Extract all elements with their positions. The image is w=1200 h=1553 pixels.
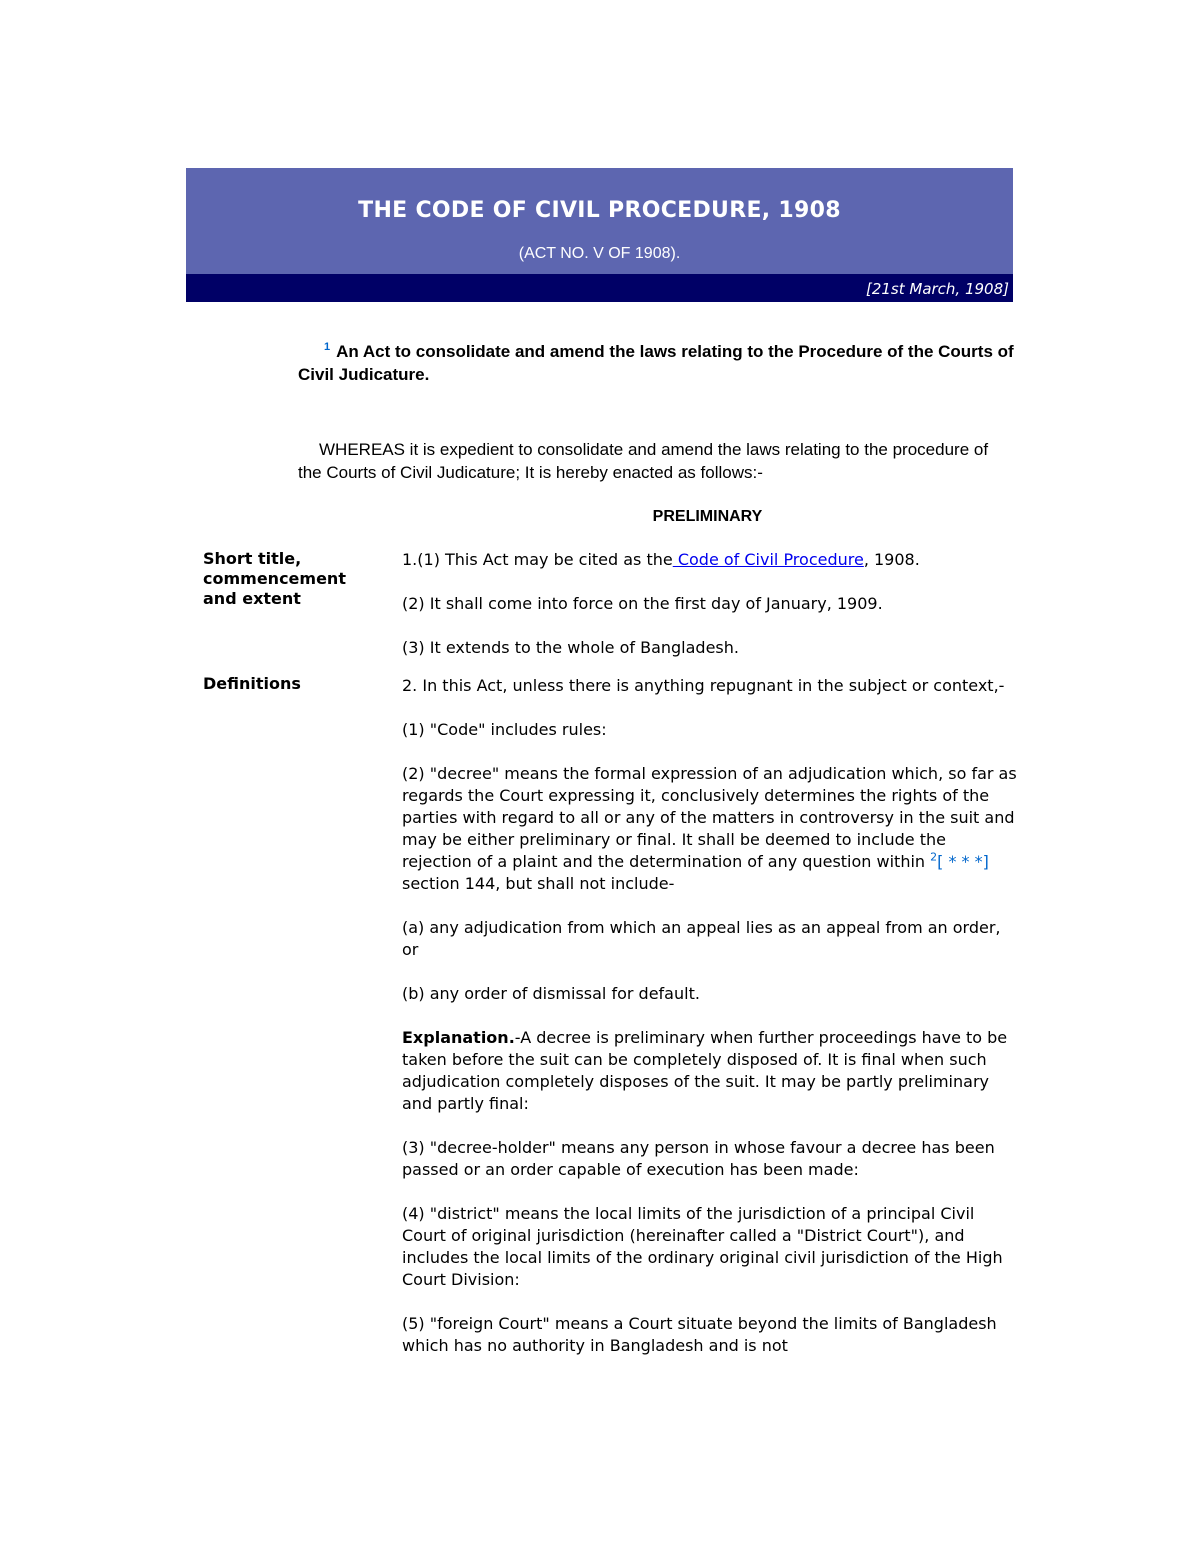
preamble (298, 340, 1018, 386)
explanation-label: Explanation. (402, 1028, 515, 1047)
side-note-definitions: Definitions (203, 674, 301, 693)
whereas-text: WHEREAS it is expedient to consolidate and amend the laws relating to the procedure of the Courts of Civil Judicature; It is hereby enacted as follows:- (298, 440, 989, 482)
explanation (402, 1027, 1017, 1115)
enactment-date: [21st March, 1908] (865, 280, 1009, 298)
definition-code: (1) "Code" includes rules: (402, 720, 607, 739)
definition-decree-text: (2) "decree" means the formal expression of an adjudication which, so far as regards the Court expressing it, conclusively determines the rights of the parties with regard to all or any of the matters in controversy in the suit and may be either preliminary or final. It shall be deemed to include the rejection of a plaint and the determination of any question within (402, 764, 1017, 871)
definition-decree-holder: (3) "decree-holder" means any person in whose favour a decree has been passed or an order capable of execution has been made: (402, 1138, 995, 1179)
section-1 (402, 549, 1017, 681)
side-note-short-title: Short title, commencement and extent (203, 549, 346, 608)
s1-clause-2: (2) It shall come into force on the first day of January, 1909. (402, 594, 883, 613)
footnote-marker-1[interactable]: 1 (324, 341, 331, 354)
explanation-text: -A decree is preliminary when further proceedings have to be taken before the suit can be completely disposed of. It is final when such adjudication completely disposes of the suit. It may be partly preliminary and partly final: (402, 1028, 1008, 1113)
exclusion-a: (a) any adjudication from which an appeal lies as an appeal from an order, or (402, 918, 1001, 959)
definition-decree (402, 763, 1017, 895)
exclusion-b: (b) any order of dismissal for default. (402, 984, 700, 1003)
act-number: (ACT NO. V OF 1908). (518, 245, 681, 262)
title-banner (186, 168, 1013, 302)
omission-bracket: [ * * *] (937, 852, 989, 871)
definition-foreign-court: (5) "foreign Court" means a Court situate beyond the limits of Bangladesh which has no authority in Bangladesh and is not (402, 1314, 997, 1355)
section-2 (402, 675, 1017, 1379)
definition-decree-end: section 144, but shall not include- (402, 874, 675, 893)
whereas-clause (298, 438, 998, 484)
banner-bottom (186, 274, 1013, 302)
s1-clause-1-text: 1.(1) This Act may be cited as the (402, 550, 673, 569)
s1-clause-1 (402, 549, 1017, 571)
section-heading: PRELIMINARY (652, 508, 763, 525)
s1-clause-1-suffix: , 1908. (863, 550, 920, 569)
preamble-text: An Act to consolidate and amend the laws relating to the Procedure of the Courts of Civil Judicature. (298, 342, 1014, 384)
s2-intro: 2. In this Act, unless there is anything repugnant in the subject or context,- (402, 676, 1005, 695)
definition-district: (4) "district" means the local limits of the jurisdiction of a principal Civil Court of original jurisdiction (hereinafter called a "District Court"), and includes the local limits of the ordinary original civil jurisdiction of the High Court Division: (402, 1204, 1003, 1289)
footnote-marker-2[interactable]: 2 (930, 850, 938, 864)
code-of-civil-procedure-link[interactable]: Code of Civil Procedure (672, 550, 864, 569)
s1-clause-3: (3) It extends to the whole of Bangladesh. (402, 638, 739, 657)
banner-top (186, 168, 1013, 274)
page-title: THE CODE OF CIVIL PROCEDURE, 1908 (358, 198, 841, 223)
